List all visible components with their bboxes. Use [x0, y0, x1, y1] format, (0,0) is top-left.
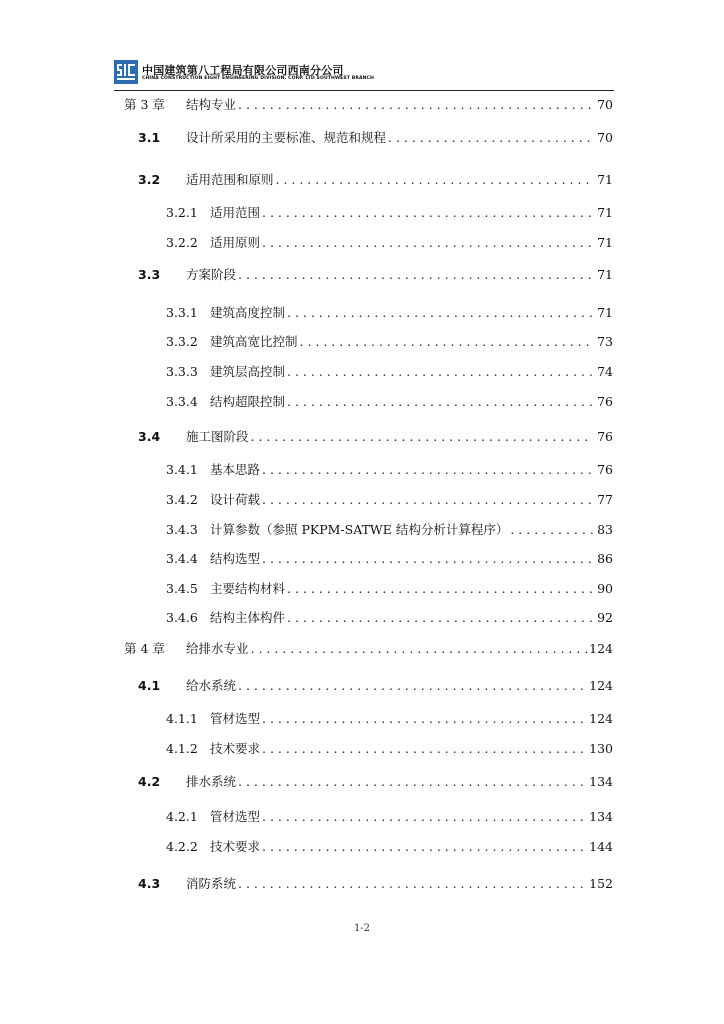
- dot-leader: [238, 677, 587, 695]
- toc-entry[interactable]: [138, 875, 613, 893]
- dot-leader: [251, 428, 593, 446]
- toc-entry-title: 消防系统: [186, 876, 237, 891]
- toc-entry-title: 排水系统: [186, 774, 237, 789]
- toc-entry-title: 结构主体构件: [210, 610, 286, 625]
- toc-entry[interactable]: [138, 129, 613, 147]
- toc-entry-page: 71: [597, 235, 613, 250]
- toc-entry[interactable]: [166, 393, 613, 411]
- toc-entry-title: 给水系统: [186, 678, 237, 693]
- toc-entry-title: 建筑层高控制: [210, 364, 286, 379]
- toc-entry-number: 3.4.1: [166, 462, 198, 477]
- toc-entry-number: 3.4: [138, 429, 161, 444]
- dot-leader: [510, 521, 593, 539]
- toc-entry-title: 结构超限控制: [210, 394, 286, 409]
- toc-entry-title: 计算参数（参照 PKPM-SATWE 结构分析计算程序）: [210, 522, 509, 537]
- toc-entry-number: 4.2.1: [166, 809, 198, 824]
- toc-entry[interactable]: [166, 491, 613, 509]
- dot-leader: [262, 461, 593, 479]
- toc-entry-number: 3.2: [138, 172, 161, 187]
- toc-entry[interactable]: [166, 808, 613, 826]
- toc-entry-page: 70: [597, 130, 613, 145]
- toc-entry-page: 152: [589, 876, 613, 891]
- toc-entry-page: 92: [597, 610, 613, 625]
- dot-leader: [287, 363, 593, 381]
- dot-leader: [276, 171, 593, 189]
- toc-entry-title: 建筑高度控制: [210, 305, 286, 320]
- toc-entry-number: 4.1: [138, 678, 161, 693]
- toc-entry[interactable]: [166, 550, 613, 568]
- dot-leader: [287, 580, 593, 598]
- toc-entry[interactable]: [166, 521, 613, 539]
- dot-leader: [262, 234, 593, 252]
- toc-entry-number: 3.3: [138, 267, 161, 282]
- toc-entry-page: 86: [597, 551, 613, 566]
- toc-entry-title: 设计所采用的主要标准、规范和规程: [186, 130, 387, 145]
- toc-entry-page: 124: [589, 678, 613, 693]
- toc-entry[interactable]: [138, 773, 613, 791]
- toc-entry[interactable]: [166, 333, 613, 351]
- dot-leader: [287, 304, 593, 322]
- dot-leader: [262, 740, 587, 758]
- toc-entry-number: 4.2: [138, 774, 161, 789]
- toc-entry-page: 71: [597, 305, 613, 320]
- toc-entry-title: 主要结构材料: [210, 581, 286, 596]
- toc-entry-page: 74: [597, 364, 613, 379]
- toc-entry[interactable]: [124, 96, 613, 114]
- toc-entry[interactable]: [166, 461, 613, 479]
- toc-entry[interactable]: [166, 740, 613, 758]
- toc-entry-page: 90: [597, 581, 613, 596]
- toc-entry-title: 结构专业: [186, 97, 237, 112]
- toc-entry-number: 3.4.3: [166, 522, 198, 537]
- toc-entry-page: 124: [589, 641, 613, 656]
- dot-leader: [251, 640, 588, 658]
- dot-leader: [238, 96, 593, 114]
- company-logo-icon: [114, 60, 138, 84]
- toc-entry-number: 3.4.6: [166, 610, 198, 625]
- toc-entry[interactable]: [166, 580, 613, 598]
- toc-entry-title: 施工图阶段: [186, 429, 249, 444]
- toc-entry-number: 3.3.3: [166, 364, 198, 379]
- toc-entry-title: 技术要求: [210, 839, 261, 854]
- dot-leader: [287, 393, 593, 411]
- toc-entry[interactable]: [166, 304, 613, 322]
- toc-entry-page: 71: [597, 172, 613, 187]
- toc-entry-number: 3.3.1: [166, 305, 198, 320]
- toc-entry-number: 3.2.1: [166, 205, 198, 220]
- toc-entry-number: 第 3 章: [124, 97, 165, 112]
- dot-leader: [300, 333, 593, 351]
- toc-entry-number: 4.1.1: [166, 711, 198, 726]
- toc-entry-title: 适用范围和原则: [186, 172, 274, 187]
- toc-entry-page: 134: [589, 809, 613, 824]
- toc-entry-page: 76: [597, 394, 613, 409]
- dot-leader: [238, 875, 587, 893]
- dot-leader: [262, 550, 593, 568]
- company-name-en: CHINA CONSTRUCTION EIGHT ENGINEERING DIVISION. CORP. LTD SOUTHWEST BRANCH: [142, 76, 374, 81]
- toc-entry-title: 管材选型: [210, 711, 261, 726]
- toc-entry[interactable]: [124, 640, 613, 658]
- toc-entry-title: 管材选型: [210, 809, 261, 824]
- toc-entry[interactable]: [138, 677, 613, 695]
- toc-entry-title: 适用原则: [210, 235, 261, 250]
- toc-entry-title: 适用范围: [210, 205, 261, 220]
- toc-entry-page: 73: [597, 334, 613, 349]
- dot-leader: [238, 773, 587, 791]
- toc-entry-page: 83: [597, 522, 613, 537]
- toc-entry[interactable]: [166, 838, 613, 856]
- dot-leader: [287, 609, 593, 627]
- toc-entry-number: 3.3.2: [166, 334, 198, 349]
- toc-entry-number: 3.3.4: [166, 394, 198, 409]
- toc-entry-page: 76: [597, 429, 613, 444]
- toc-entry-page: 71: [597, 267, 613, 282]
- toc-entry-page: 70: [597, 97, 613, 112]
- toc-entry-page: 77: [597, 492, 613, 507]
- toc-entry-number: 4.3: [138, 876, 161, 891]
- toc-entry[interactable]: [138, 171, 613, 189]
- toc-entry[interactable]: [166, 609, 613, 627]
- dot-leader: [262, 204, 593, 222]
- dot-leader: [262, 710, 587, 728]
- toc-entry[interactable]: [166, 710, 613, 728]
- toc-entry[interactable]: [166, 204, 613, 222]
- toc-entry-page: 130: [589, 741, 613, 756]
- dot-leader: [238, 266, 593, 284]
- toc-entry[interactable]: [138, 428, 613, 446]
- toc-entry-number: 3.4.5: [166, 581, 198, 596]
- page-number: 1-2: [353, 923, 371, 934]
- header-divider: [114, 90, 614, 91]
- toc-entry-page: 144: [589, 839, 613, 854]
- page-header: [114, 60, 614, 90]
- toc-entry-number: 3.4.4: [166, 551, 198, 566]
- toc-entry-page: 124: [589, 711, 613, 726]
- company-name-cn: 中国建筑第八工程局有限公司西南分公司: [142, 64, 344, 77]
- toc-entry-page: 71: [597, 205, 613, 220]
- toc-entry-title: 建筑高宽比控制: [210, 334, 298, 349]
- toc-entry-title: 技术要求: [210, 741, 261, 756]
- dot-leader: [262, 838, 587, 856]
- toc-entry-number: 3.4.2: [166, 492, 198, 507]
- toc-entry[interactable]: [138, 266, 613, 284]
- toc-entry-number: 3.1: [138, 130, 161, 145]
- toc-entry-title: 结构选型: [210, 551, 261, 566]
- dot-leader: [262, 491, 593, 509]
- dot-leader: [388, 129, 593, 147]
- toc-entry[interactable]: [166, 363, 613, 381]
- toc-entry-number: 3.2.2: [166, 235, 198, 250]
- toc-entry-number: 4.2.2: [166, 839, 198, 854]
- toc-entry[interactable]: [166, 234, 613, 252]
- toc-entry-page: 134: [589, 774, 613, 789]
- toc-entry-title: 设计荷载: [210, 492, 261, 507]
- toc-entry-number: 4.1.2: [166, 741, 198, 756]
- toc-entry-title: 给排水专业: [186, 641, 249, 656]
- toc-entry-number: 第 4 章: [124, 641, 165, 656]
- dot-leader: [262, 808, 587, 826]
- toc-entry-title: 基本思路: [210, 462, 261, 477]
- toc-entry-title: 方案阶段: [186, 267, 237, 282]
- toc-entry-page: 76: [597, 462, 613, 477]
